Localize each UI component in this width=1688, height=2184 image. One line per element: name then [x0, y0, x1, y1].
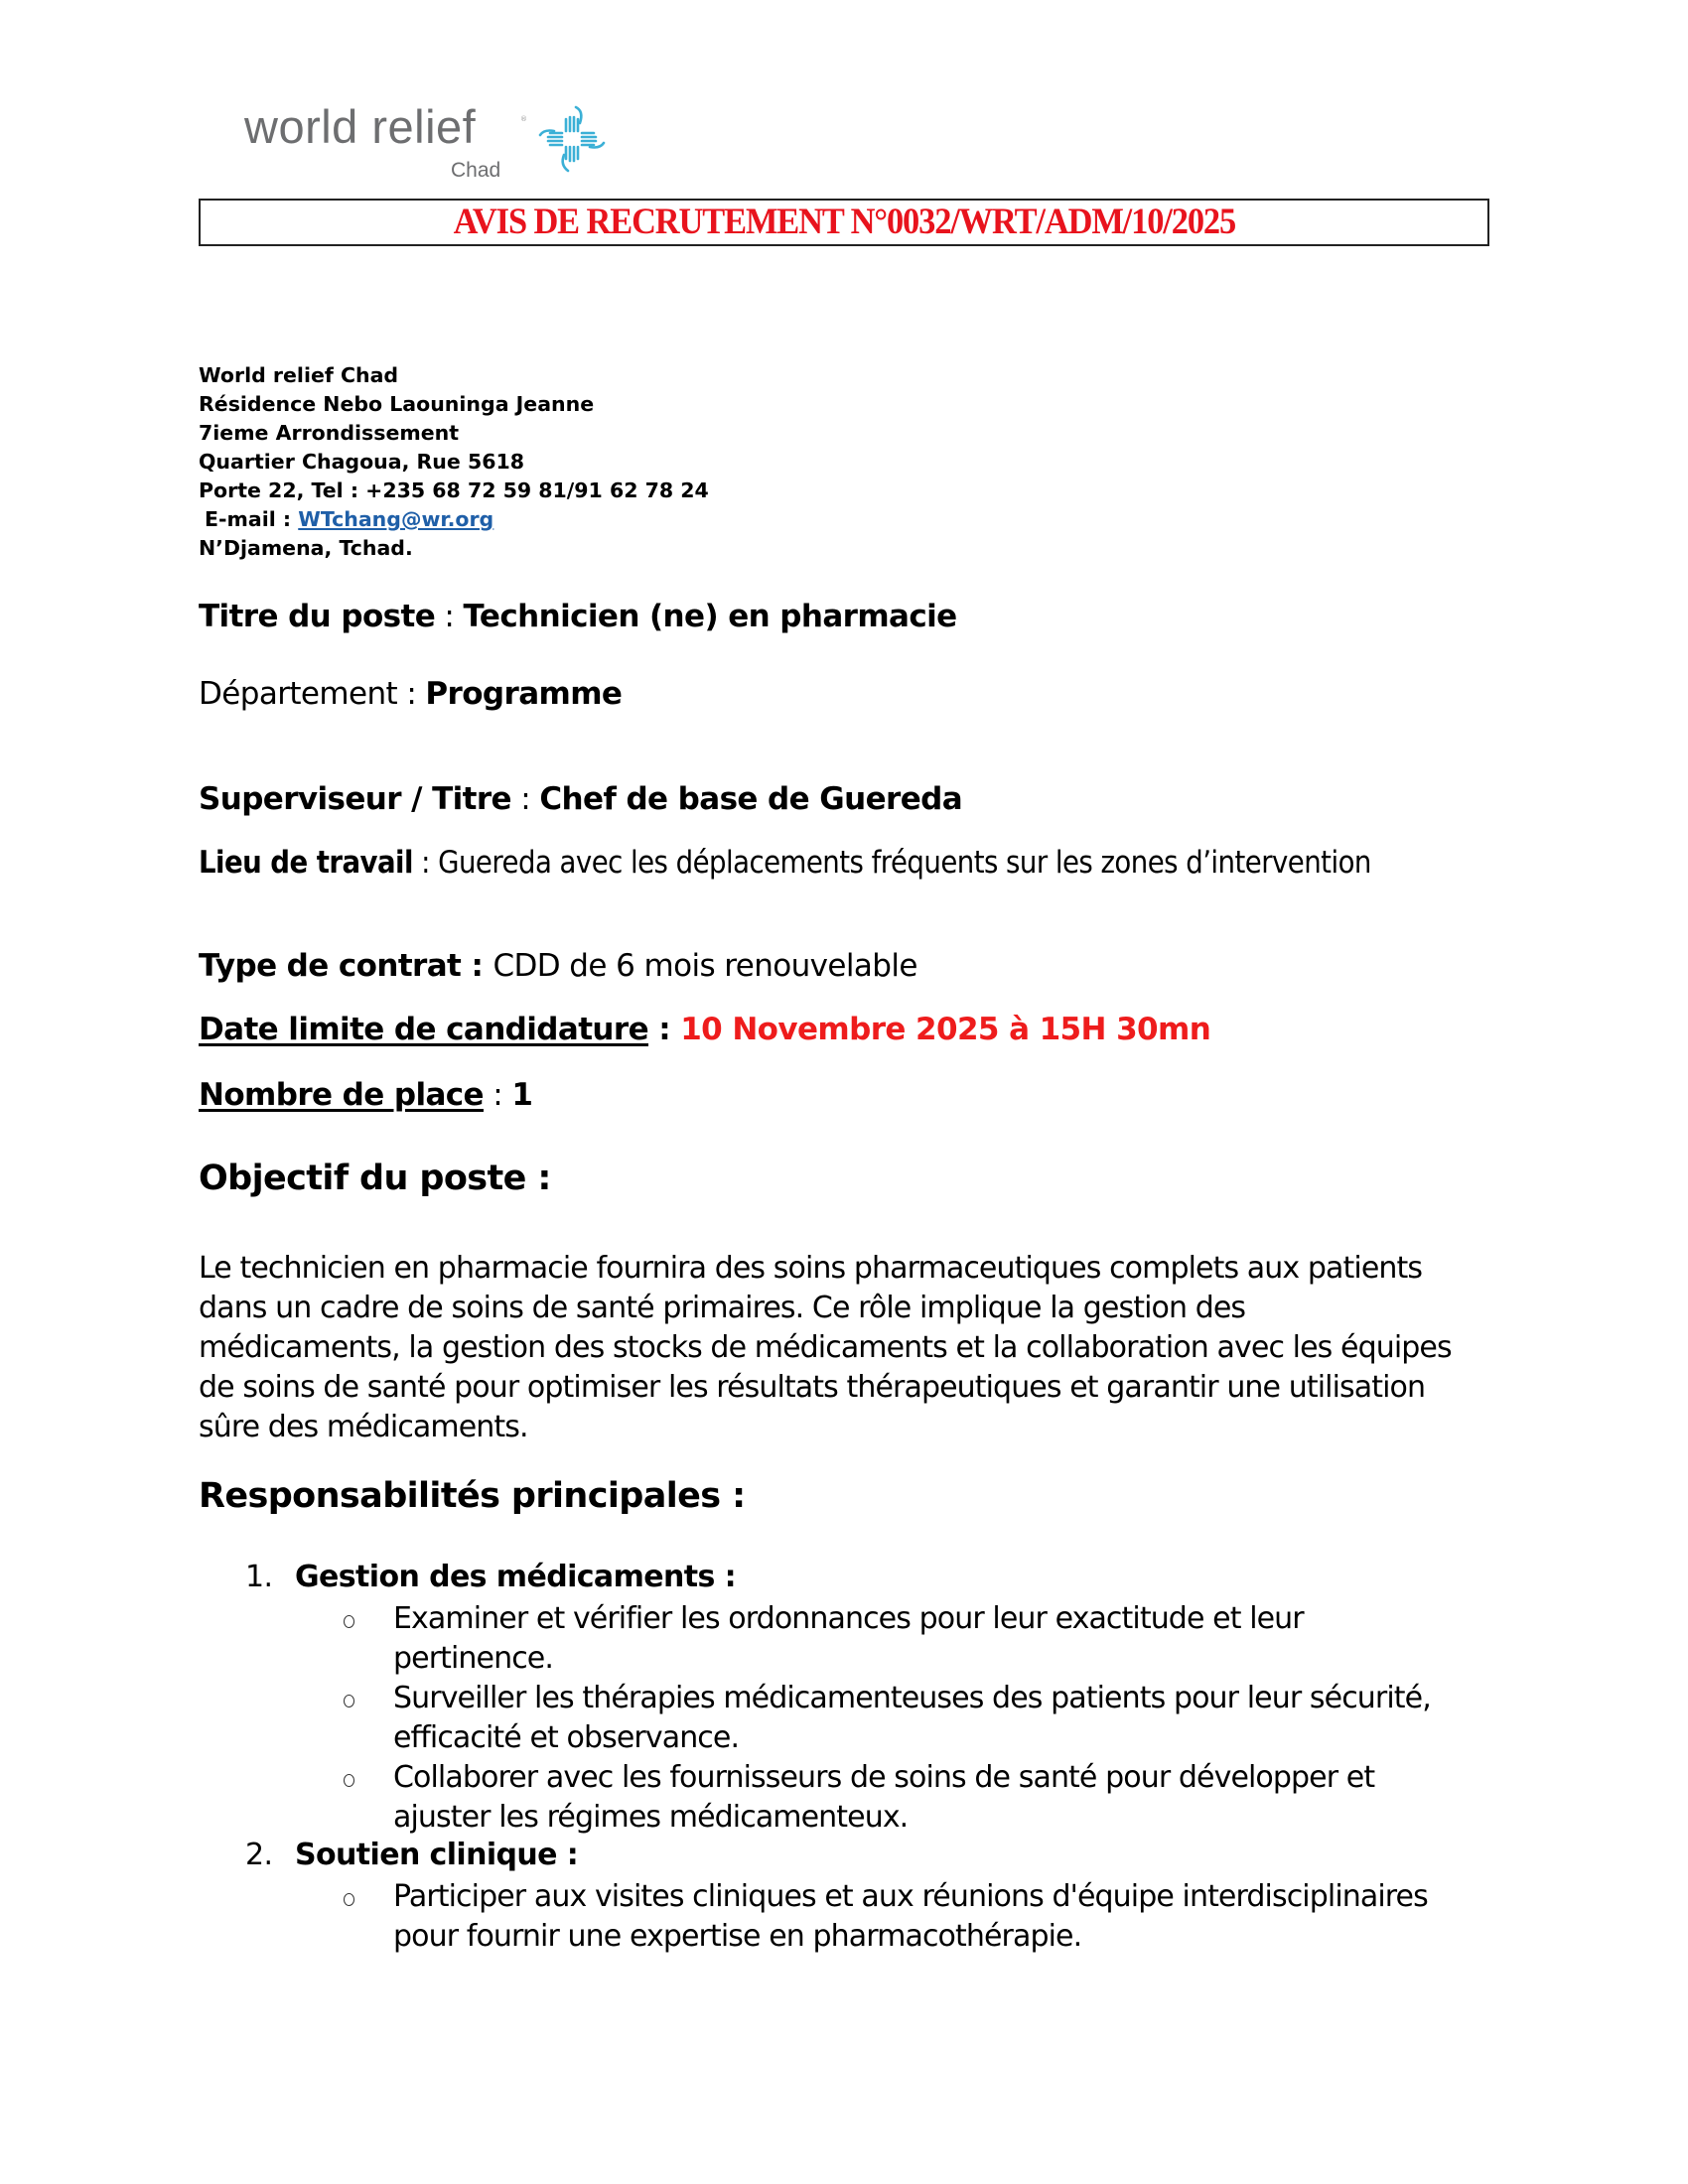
- email-link[interactable]: WTchang@wr.org: [298, 507, 494, 531]
- field-titre-du-poste: [199, 599, 957, 634]
- section-number: 2.: [245, 1838, 273, 1872]
- objectif-line: dans un cadre de soins de santé primaires. Ce rôle implique la gestion des: [199, 1291, 1246, 1325]
- field-type-de-contrat: [199, 948, 917, 984]
- departement-label: Département :: [199, 676, 426, 712]
- address-email-line: [199, 505, 709, 534]
- places-label: Nombre de place: [199, 1077, 484, 1113]
- date-value: 10 Novembre 2025 à 15H 30mn: [680, 1012, 1211, 1047]
- titre-separator: :: [435, 599, 464, 634]
- section-title: Soutien clinique :: [295, 1838, 579, 1872]
- logo-subtitle: Chad: [451, 159, 501, 182]
- email-label: E-mail :: [205, 507, 299, 531]
- address-block: [199, 361, 709, 563]
- departement-value: Programme: [425, 676, 623, 712]
- lieu-value: : Guereda avec les déplacements fréquents sur les zones d’intervention: [412, 845, 1371, 881]
- places-separator: :: [483, 1077, 512, 1113]
- hollow-bullet-icon: [344, 1695, 354, 1707]
- bullet-line: Examiner et vérifier les ordonnances pour leur exactitude et leur: [393, 1601, 1304, 1636]
- bullet-line: ajuster les régimes médicamenteux.: [393, 1800, 909, 1835]
- hands-cross-logo-icon: [536, 103, 608, 175]
- hollow-bullet-icon: [344, 1893, 354, 1906]
- objectif-line: Le technicien en pharmacie fournira des soins pharmaceutiques complets aux patients: [199, 1251, 1423, 1286]
- responsabilites-heading: Responsabilités principales :: [199, 1476, 746, 1516]
- address-city: N’Djamena, Tchad.: [199, 536, 413, 560]
- field-date-limite: [199, 1012, 1210, 1047]
- address-quartier: Quartier Chagoua, Rue 5618: [199, 450, 524, 474]
- recruitment-notice-title-box: [199, 199, 1489, 246]
- field-lieu-de-travail: [199, 845, 1494, 881]
- bullet-text: [393, 1599, 1304, 1679]
- titre-value: Technicien (ne) en pharmacie: [463, 599, 957, 634]
- titre-label: Titre du poste: [199, 599, 436, 634]
- objectif-line: médicaments, la gestion des stocks de médicaments et la collaboration avec les équipes: [199, 1330, 1452, 1365]
- superviseur-separator: :: [510, 781, 540, 817]
- hollow-bullet-icon: [344, 1774, 354, 1787]
- logo-wordmark: world relief: [244, 100, 477, 153]
- bullet-text: [393, 1679, 1431, 1758]
- field-superviseur: [199, 781, 962, 817]
- date-separator: :: [648, 1012, 681, 1047]
- objectif-heading: Objectif du poste :: [199, 1159, 551, 1198]
- world-relief-logo: [244, 99, 602, 189]
- address-porte-tel: Porte 22, Tel : +235 68 72 59 81/91 62 78 24: [199, 478, 709, 502]
- places-value: 1: [511, 1077, 533, 1113]
- bullet-line: pertinence.: [393, 1641, 554, 1676]
- bullet-text: [393, 1877, 1428, 1957]
- superviseur-label: Superviseur / Titre: [199, 781, 511, 817]
- responsabilite-section-2: [245, 1838, 578, 1872]
- logo-registered-mark: ®: [520, 115, 527, 123]
- objectif-paragraph: [199, 1249, 1489, 1447]
- bullet-line: pour fournir une expertise en pharmacothérapie.: [393, 1919, 1082, 1954]
- bullet-text: [393, 1758, 1374, 1838]
- field-departement: [199, 676, 622, 712]
- field-nombre-de-place: [199, 1077, 532, 1113]
- bullet-line: Collaborer avec les fournisseurs de soins de santé pour développer et: [393, 1760, 1375, 1795]
- superviseur-value: Chef de base de Guereda: [539, 781, 963, 817]
- address-arrondissement: 7ieme Arrondissement: [199, 421, 460, 445]
- address-residence: Résidence Nebo Laouninga Jeanne: [199, 392, 595, 416]
- objectif-line: sûre des médicaments.: [199, 1410, 528, 1444]
- bullet-line: efficacité et observance.: [393, 1720, 740, 1755]
- date-label: Date limite de candidature: [199, 1012, 649, 1047]
- lieu-label: Lieu de travail: [199, 845, 413, 881]
- bullet-line: Surveiller les thérapies médicamenteuses des patients pour leur sécurité,: [393, 1681, 1431, 1715]
- contrat-value: CDD de 6 mois renouvelable: [492, 948, 917, 984]
- address-org: World relief Chad: [199, 363, 399, 387]
- section-title: Gestion des médicaments :: [295, 1560, 736, 1594]
- hollow-bullet-icon: [344, 1615, 354, 1628]
- bullet-line: Participer aux visites cliniques et aux réunions d'équipe interdisciplinaires: [393, 1879, 1428, 1914]
- objectif-line: de soins de santé pour optimiser les résultats thérapeutiques et garantir une utilisation: [199, 1370, 1426, 1405]
- recruitment-notice-title: AVIS DE RECRUTEMENT N°0032/WRT/ADM/10/2025: [453, 202, 1235, 242]
- section-number: 1.: [245, 1560, 273, 1594]
- contrat-label: Type de contrat :: [199, 948, 493, 984]
- responsabilite-section-1: [245, 1560, 736, 1594]
